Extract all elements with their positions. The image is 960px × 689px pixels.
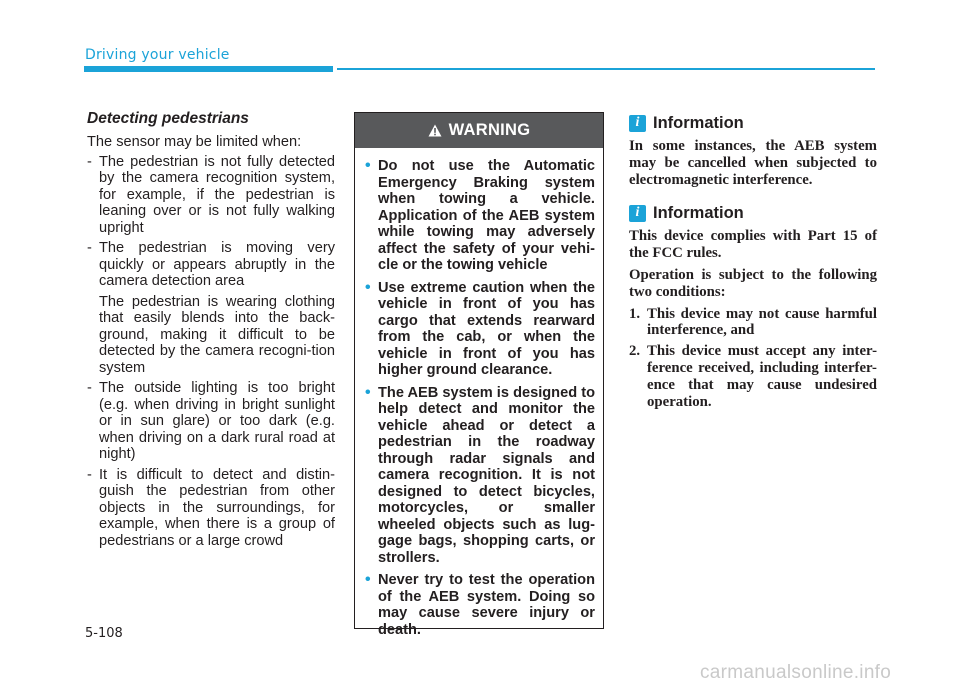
header-rule-thin bbox=[337, 68, 875, 70]
information-text: This device complies with Part 15 of the FCC rules. bbox=[629, 228, 877, 262]
bullet-marker: • bbox=[365, 571, 371, 588]
list-item-text: It is difficult to detect and distin-guish the pedestrian from other objects in the surroundings, for example, when there is a group of pedestrians or a large crowd bbox=[99, 466, 335, 549]
dash-marker: - bbox=[87, 380, 92, 396]
warning-item-text: Do not use the Automatic Emergency Braking system when towing a vehicle. Application of the AEB system while towing may adversely affect the safety of your vehi-cle or the towing vehicle bbox=[378, 158, 595, 273]
dash-marker: - bbox=[87, 240, 92, 256]
warning-title: WARNING bbox=[448, 121, 531, 139]
list-item bbox=[365, 158, 595, 274]
pedestrian-intro: The sensor may be limited when: bbox=[87, 134, 302, 150]
information-text: Operation is subject to the following two conditions: bbox=[629, 266, 877, 300]
list-item-text: The outside lighting is too bright (e.g. when driving in bright sunlight or in sun glare) or too dark (e.g. when driving on a dark rural road at night) bbox=[99, 380, 335, 462]
list-item bbox=[87, 154, 335, 237]
list-item bbox=[87, 467, 335, 550]
header-rule-thick bbox=[84, 66, 333, 72]
information-heading bbox=[629, 205, 877, 222]
information-block-interference bbox=[629, 115, 877, 188]
dash-marker: - bbox=[87, 466, 92, 483]
list-item bbox=[629, 306, 877, 340]
section-title: Driving your vehicle bbox=[85, 47, 230, 63]
warning-header bbox=[355, 113, 603, 148]
list-item bbox=[629, 343, 877, 410]
bullet-marker: • bbox=[365, 278, 371, 296]
watermark: carmanualsonline.info bbox=[700, 662, 892, 683]
information-title: Information bbox=[653, 114, 744, 133]
information-column bbox=[629, 115, 877, 414]
list-item bbox=[365, 572, 595, 638]
list-item bbox=[365, 385, 595, 567]
warning-triangle-icon bbox=[428, 124, 442, 137]
bullet-marker: • bbox=[365, 383, 371, 401]
fcc-conditions-list bbox=[629, 306, 877, 411]
list-number: 2. bbox=[629, 343, 641, 360]
warning-list bbox=[355, 158, 603, 638]
warning-item-text: The AEB system is designed to help detect and monitor the vehicle ahead or detect a pedestrian in the roadway through radar signals and camera recognition. It is not designed to detect bicycles, motorcycles, or smaller wheeled objects such as lug-gage bags, shopping carts, or strollers. bbox=[378, 384, 595, 566]
dash-marker: - bbox=[87, 153, 92, 170]
warning-item-text: Use extreme caution when the vehicle in front of you has cargo that extends rearward from the cab, or when the vehicle in front of you has higher ground clearance. bbox=[378, 279, 595, 378]
information-block-fcc bbox=[629, 205, 877, 410]
pedestrian-heading: Detecting pedestrians bbox=[87, 110, 249, 127]
list-item bbox=[87, 240, 335, 376]
list-item-text: The pedestrian is moving very quickly or appears abruptly in the camera detection area bbox=[99, 240, 335, 289]
pedestrian-limitations-list bbox=[87, 154, 335, 550]
list-item-text: This device may not cause harmful interference, and bbox=[647, 305, 877, 339]
information-title: Information bbox=[653, 204, 744, 223]
information-heading bbox=[629, 115, 877, 132]
list-item-text: This device must accept any inter-ference received, including interfer-ence that may cause undesired operation. bbox=[647, 343, 877, 410]
list-item bbox=[365, 280, 595, 379]
information-text: In some instances, the AEB system may be cancelled when subjected to electromagnetic interference. bbox=[629, 138, 877, 188]
info-icon: i bbox=[629, 115, 646, 132]
pedestrian-column bbox=[87, 110, 335, 553]
page-number: 5-108 bbox=[85, 626, 123, 641]
list-item bbox=[87, 380, 335, 463]
list-item-text: The pedestrian is not fully detected by the camera recognition system, for example, if the pedestrian is leaning over or is not fully walking upright bbox=[99, 153, 335, 236]
bullet-marker: • bbox=[365, 157, 371, 174]
warning-box bbox=[354, 112, 604, 638]
list-number: 1. bbox=[629, 305, 641, 322]
info-icon: i bbox=[629, 205, 646, 222]
warning-item-text: Never try to test the operation of the AEB system. Doing so may cause severe injury or death. bbox=[378, 572, 595, 638]
list-item-text: The pedestrian is wearing clothing that easily blends into the back-ground, making it difficult to be detected by the camera recogni-tion system bbox=[99, 293, 335, 376]
